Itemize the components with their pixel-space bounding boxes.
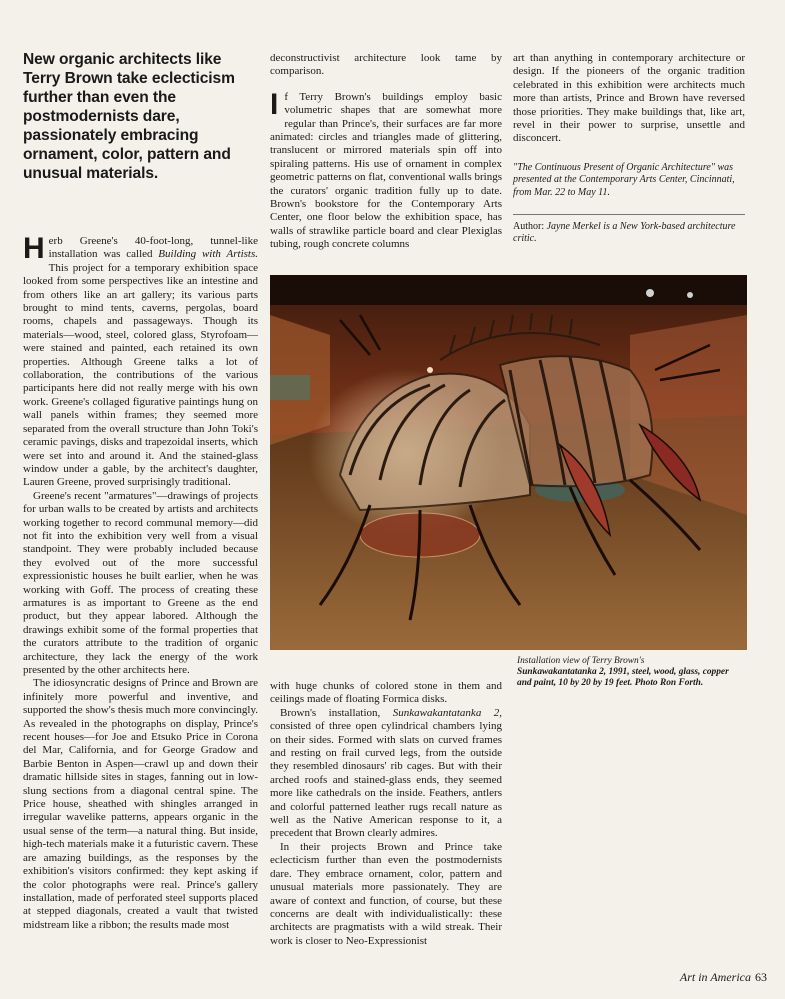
paragraph: deconstructivist architecture look tame by comparison.: [270, 52, 502, 78]
caption-details: Sunkawakantatanka 2, 1991, steel, wood, glass, copper and paint, 10 by 20 by 19 feet. Photo Ron Forth.: [517, 667, 729, 689]
exhibition-note: "The Continuous Present of Organic Architecture" was presented at the Contemporary Arts Center, Cincinnati, from Mar. 22 to May 11.: [513, 162, 735, 198]
pull-quote: New organic architects like Terry Brown take eclecticism further than even the postmodernists dare, passionately embracing ornament, color, pattern and unusual materials.: [23, 51, 235, 182]
author-label: Author:: [513, 221, 547, 232]
work-title: Building with Artists.: [158, 248, 258, 261]
work-title: Sunkawakantatanka 2,: [392, 706, 502, 719]
paragraph: The idiosyncratic designs of Prince and Brown are infinitely more powerful and inventive, and supported the show's thesis much more convincingly. As revealed in the photographs on display, Prince's recent houses—for Joe and Etsuko Price in Corona del Mar, California, and for George Gradow and Barbie Benton in Aspen—crawl up and down their dramatic hillside sites in stages, fanning out in low-slung sections from a diagonal central spine. The Price house, sheathed with shingles arranged in irregular wavelike patterns, appears organic in the usual sense of the term—a natural thing. But inside, high-tech materials make it a futuristic cavern. These are amazing buildings, as the responses by the exhibition's visitors confirmed: they kept asking if the color photographs were real. Prince's gallery installation, made of perforated steel supports placed at stepped diagonals, created a vault that twisted midstream like a ribbon; the results made most: [23, 677, 258, 931]
author-bio: [513, 221, 745, 246]
photo-illustration: [270, 275, 747, 650]
magazine-name: Art in America: [679, 970, 751, 984]
drop-cap: I: [270, 87, 279, 121]
paragraph: In their projects Brown and Prince take eclecticism further than even the postmodernists dare. They embrace ornament, color, pattern and unusual materials more passionately. They are aware of context and function, of course, but these concerns are dealt with individualistically: these architects are pragmatists with a wild streak. Their work is closer to Neo-Expressionist: [270, 840, 502, 947]
paragraph-text: f Terry Brown's buildings employ basic volumetric shapes that are somewhat more regular than Prince's, their surfaces are far more animated: circles and triangles made of glittering, translucent or mirrored materials spin off into spiraling patterns. His use of ornament in complex geometric patterns on flat, conventional walls brings the curators' organic tradition fully up to date. Brown's bookstore for the Contemporary Arts Center, one floor below the exhibition space, has walls of strawlike particle board and clear Plexiglas tubing, rough concrete columns: [270, 90, 502, 251]
paragraph: [270, 707, 502, 841]
divider: [513, 214, 745, 215]
installation-photo: [270, 275, 747, 650]
paragraph: [23, 235, 258, 490]
caption-lead: Installation view of Terry Brown's: [517, 656, 645, 666]
article-column-2-top: [270, 52, 502, 274]
paragraph: art than anything in contemporary architecture or design. If the pioneers of the organic tradition celebrated in this exhibition were architects much more than artists, Prince and Brown have reversed those priorities. They make buildings that, like art, revel in their power to surprise, unsettle and disconcert.: [513, 52, 745, 145]
article-column-2-bottom: [270, 680, 502, 970]
photo-caption: [517, 656, 745, 690]
page-footer: [680, 970, 767, 985]
paragraph: [270, 87, 502, 252]
paragraph-text: erb Greene's 40-foot-long, tunnel-like installation was called: [48, 235, 258, 261]
drop-cap: H: [23, 235, 45, 265]
paragraph-text: Brown's installation,: [280, 706, 393, 719]
paragraph-text: This project for a temporary exhibition space looked from some perspectives like an intestine and from others like an art gallery; its various parts brought to mind tents, caverns, pergolas, board rooms, chapels and passageways. Though its materials—wood, steel, colored glass, Styrofoam—were stained and painted, each retained its own properties. Although Greene talks a lot of collaboration, the contributions of the various participants here did not really merge with his own work. Greene's collaged figurative paintings hung on wall panels within frames; they seemed more separated from the overall structure than John Toki's ceramic pavings, disks and trapezoidal inserts, which were set into and around it. And the stained-glass window under a gable, by the architect's daughter, Lauren Greene, proved surprisingly traditional.: [23, 261, 258, 489]
paragraph-text: consisted of three open cylindrical chambers lying on their sides. Formed with slats on curved frames and resting on frail curved legs, from the outside they resembled dinosaurs' rib cages. But with their arched roofs and stained-glass ends, they seemed more like cathedrals on the inside. Feathers, antlers and colorful patterned leather rugs recall nature as well as the Native American response to it, a precedent that Brown clearly admires.: [270, 720, 502, 840]
paragraph: with huge chunks of colored stone in them and ceilings made of floating Formica disks.: [270, 680, 502, 706]
author-text: Jayne Merkel is a New York-based architecture critic.: [513, 221, 736, 245]
page-number: 63: [755, 970, 767, 984]
article-column-1: [23, 235, 258, 965]
paragraph: Greene's recent "armatures"—drawings of projects for urban walls to be created by artists and architects working together to record communal memory—did not fit into the exhibition very well from a visual standpoint. They were probably included because they evolved out of the more successful expressionistic houses he built earlier, when he was working with Goff. The process of creating these armatures is as important to Greene as the end product, but they appear labored. Although the drawings exhibit some of the formal properties that the curators attribute to the tradition of organic architecture, they lack the energy of the work presented by the other architects here.: [23, 489, 258, 676]
